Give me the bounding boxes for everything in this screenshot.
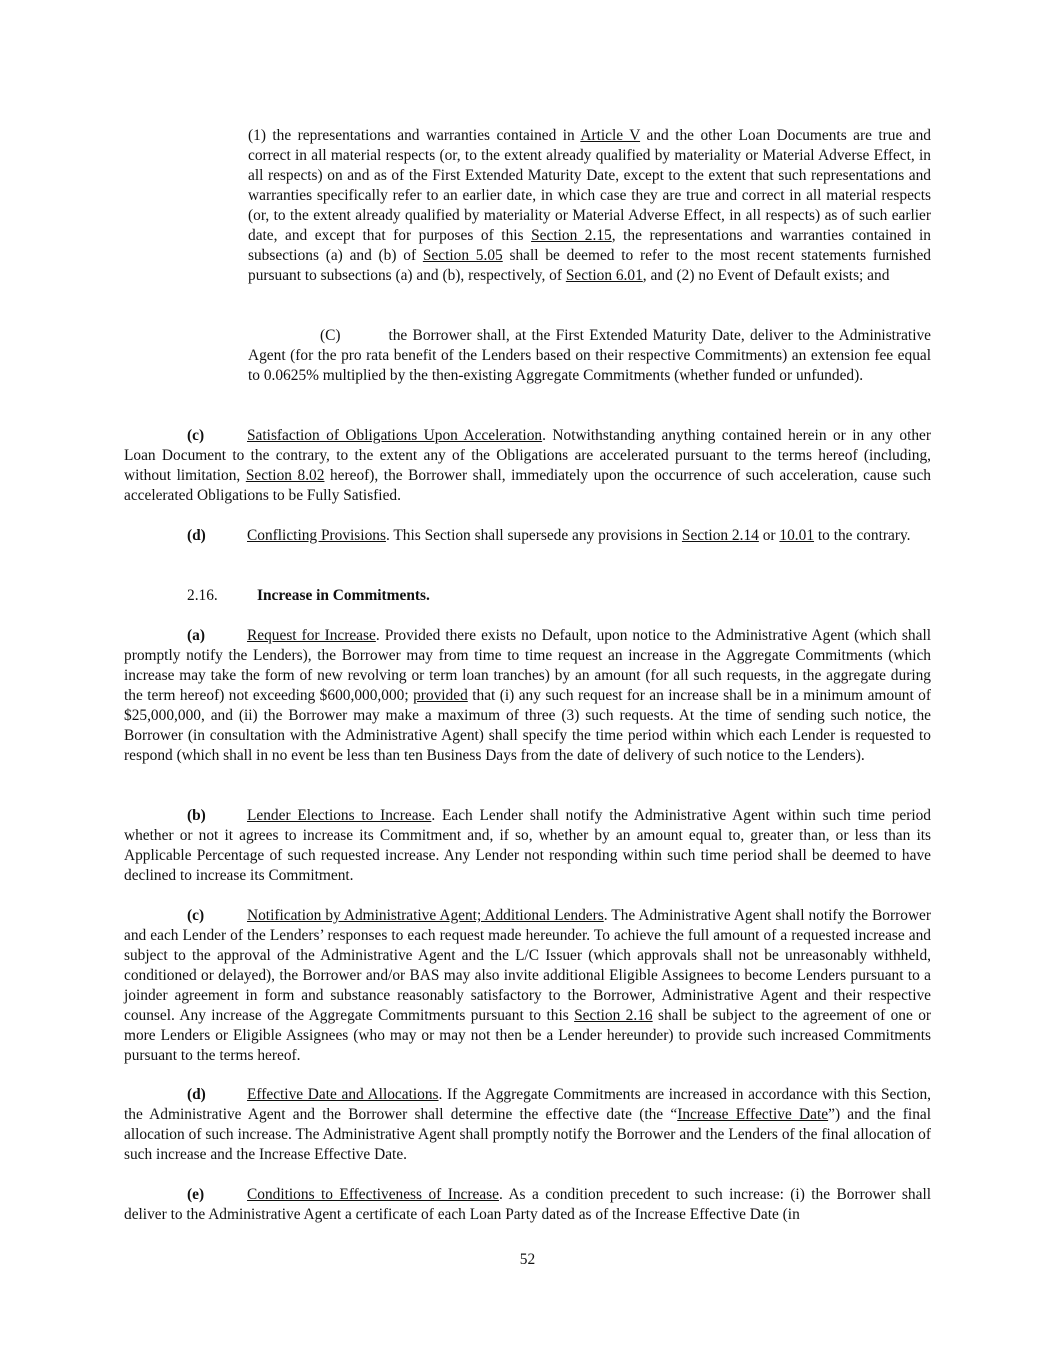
text: and the other Loan Documents are true and correct in all material respects (or, to the extent already qualified by materiality or Material Adverse Effect, in all respects) on and as of the First Extended Maturity Date, except to the extent that such representations and warranties specifically refer to an earlier date, in which case they are true and correct in all material respects (or, to the extent already qualified by materiality or Material Adverse Effect, in all respects) as of such earlier date, and except that for purposes of this: [248, 127, 931, 244]
text: shall be subject to the agreement of one or more Lenders or Eligible Assignees (who may or may not then be a Lender hereunder) to provide such increased Commitments pursuant to the terms hereof.: [124, 1007, 932, 1064]
text: . As a condition precedent to such increase: (i) the Borrower shall deliver to the Administrative Agent a certificate of each Loan Party dated as of the Increase Effective Date (in: [124, 1186, 931, 1223]
clause-heading: Satisfaction of Obligations Upon Acceleration: [247, 427, 543, 444]
section-heading-2-16: [124, 586, 931, 606]
xref-article-v: Article V: [580, 127, 641, 144]
page-number: 52: [519, 1251, 536, 1268]
paragraph-effective-date: [124, 1085, 931, 1165]
text: . This Section shall supersede any provisions in: [385, 527, 682, 544]
xref-section-6-01: Section 6.01: [565, 267, 643, 284]
clause-heading: Notification by Administrative Agent; Additional Lenders: [247, 907, 604, 924]
clause-label: (d): [187, 1086, 206, 1103]
xref-section-5-05: Section 5.05: [422, 247, 503, 264]
text: (1) the representations and warranties contained in: [248, 127, 581, 144]
term-provided: provided: [413, 687, 468, 704]
text: . Notwithstanding anything contained herein or in any other Loan Document to the contrary, to the extent any of the Obligations are accelerated pursuant to the terms hereof (including, without limitation,: [124, 427, 931, 484]
xref-section-8-02: Section 8.02: [245, 467, 325, 484]
paragraph-extension-fee: [248, 326, 931, 386]
clause-label: (c): [187, 907, 205, 924]
clause-label: (c): [187, 427, 205, 444]
text: the Borrower shall, at the First Extended Maturity Date, deliver to the Administrative Agent (for the pro rata benefit of the Lenders based on their respective Commitments) an extension fee equal to 0.0625% multiplied by the then-existing Aggregate Commitments (whether funded or unfunded).: [248, 327, 931, 384]
xref-section-2-16: Section 2.16: [574, 1007, 653, 1024]
text: . Provided there exists no Default, upon notice to the Administrative Agent (which shall promptly notify the Lenders), the Borrower may from time to time request an increase in the Aggregate Commitments (which increase may take the form of new revolving or term loan tranches) by an amount (for all such requests, in the aggregate during the term hereof) not exceeding $600,000,000;: [124, 627, 931, 704]
text: . Each Lender shall notify the Administrative Agent within such time period whether or not it agrees to increase its Commitment and, if so, whether by an amount equal to, greater than, or less than its Applicable Percentage of such requested increase. Any Lender not responding within such time period shall be deemed to have declined to increase its Commitment.: [124, 807, 932, 884]
text: . If the Aggregate Commitments are increased in accordance with this Section, the Administrative Agent and the Borrower shall determine the effective date (the “: [124, 1086, 931, 1123]
clause-heading: Conflicting Provisions: [247, 527, 386, 544]
paragraph-lender-elections: [124, 806, 931, 886]
clause-label: (C): [320, 327, 341, 344]
text: or: [758, 527, 780, 544]
xref-section-2-15: Section 2.15: [531, 227, 612, 244]
clause-label: (e): [187, 1186, 205, 1203]
clause-heading: Lender Elections to Increase: [247, 807, 432, 824]
section-title: Increase in Commitments.: [257, 587, 430, 604]
text: ”) and the final allocation of such increase. The Administrative Agent shall promptly notify the Borrower and the Lenders of the final allocation of such increase and the Increase Effective Date.: [124, 1106, 931, 1163]
clause-label: (d): [187, 527, 206, 544]
clause-heading: Conditions to Effectiveness of Increase: [247, 1186, 499, 1203]
paragraph-representations: [248, 126, 931, 286]
paragraph-notification: [124, 906, 931, 1066]
clause-heading: Effective Date and Allocations: [247, 1086, 439, 1103]
text: shall be deemed to refer to the most recent statements furnished pursuant to subsections (a) and (b), respectively, of: [248, 247, 931, 284]
clause-label: (a): [187, 627, 205, 644]
paragraph-satisfaction: [124, 426, 931, 506]
xref-section-2-14: Section 2.14: [681, 527, 759, 544]
clause-heading: Request for Increase: [247, 627, 376, 644]
paragraph-conflicting-provisions: [124, 526, 931, 546]
defined-term: Increase Effective Date: [677, 1106, 829, 1123]
paragraph-request-for-increase: [124, 626, 931, 766]
section-number: 2.16.: [187, 587, 218, 604]
text: hereof), the Borrower shall, immediately upon the occurrence of such acceleration, cause such accelerated Obligations to be Fully Satisfied.: [124, 467, 931, 504]
paragraph-conditions: [124, 1185, 931, 1225]
text: that (i) any such request for an increase shall be in a minimum amount of $25,000,000, and (ii) the Borrower may make a maximum of three (3) such requests. At the time of sending such notice, the Borrower (in consultation with the Administrative Agent) shall specify the time period within which each Lender is requested to respond (which shall in no event be less than ten Business Days from the date of delivery of such notice to the Lenders).: [124, 687, 931, 764]
text: , the representations and warranties contained in subsections (a) and (b) of: [248, 227, 931, 264]
xref-section-10-01: 10.01: [779, 527, 815, 544]
text: to the contrary.: [814, 527, 911, 544]
clause-label: (b): [187, 807, 206, 824]
text: , and (2) no Event of Default exists; and: [642, 267, 890, 284]
text: . The Administrative Agent shall notify the Borrower and each Lender of the Lenders’ responses to each request made hereunder. To achieve the full amount of a requested increase and subject to the approval of the Administrative Agent and the L/C Issuer (which approvals shall not be unreasonably withheld, conditioned or delayed), the Borrower and/or BAS may also invite additional Eligible Assignees to become Lenders pursuant to a joinder agreement in form and substance reasonably satisfactory to the Borrower, Administrative Agent and their respective counsel. Any increase of the Aggregate Commitments pursuant to this: [124, 907, 931, 1024]
